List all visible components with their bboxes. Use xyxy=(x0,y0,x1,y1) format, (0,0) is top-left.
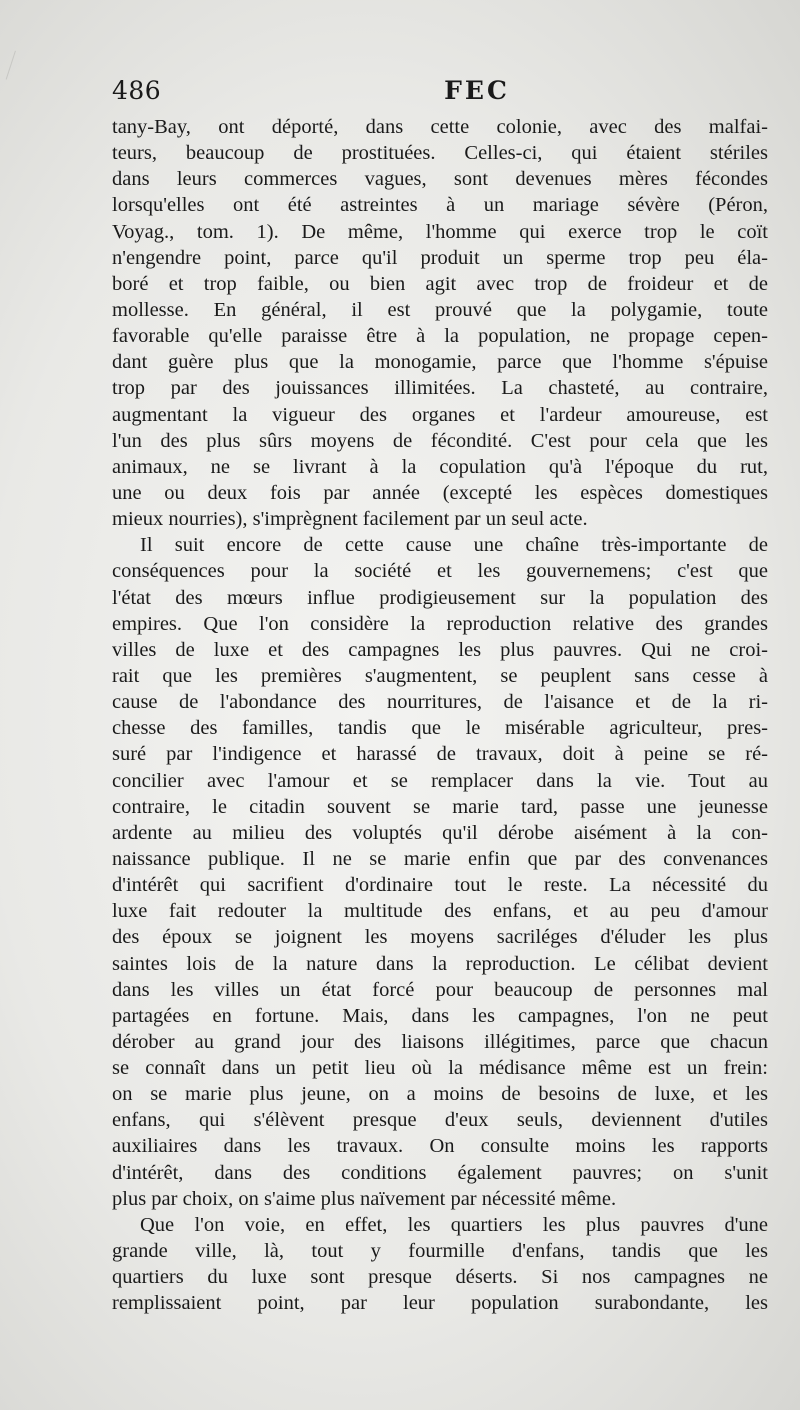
text-line: l'état des mœurs influe prodigieusement sur la population des xyxy=(112,586,768,609)
text-line: dant guère plus que la monogamie, parce que l'homme s'épuise xyxy=(112,351,768,374)
text-line: quartiers du luxe sont presque déserts. Si nos campagnes ne xyxy=(112,1266,768,1289)
text-line: remplissaient point, par leur population surabondante, les xyxy=(112,1292,768,1315)
text-line: concilier avec l'amour et se remplacer dans la vie. Tout au xyxy=(112,769,768,792)
text-line: rait que les premières s'augmentent, se peuplent sans cesse à xyxy=(112,664,768,687)
text-line: saintes lois de la nature dans la reproduction. Le célibat devient xyxy=(112,952,768,975)
text-line: se connaît dans un petit lieu où la médisance même est un frein: xyxy=(112,1057,768,1080)
text-line: d'intérêt qui sacrifient d'ordinaire tout le reste. La nécessité du xyxy=(112,874,768,897)
text-line: dans les villes un état forcé pour beaucoup de personnes mal xyxy=(112,978,768,1001)
text-line: n'engendre point, parce qu'il produit un sperme trop peu éla- xyxy=(112,246,768,269)
page-number: 486 xyxy=(112,76,162,105)
text-line: des époux se joignent les moyens sacriléges d'éluder les plus xyxy=(112,926,768,949)
text-line: Voyag., tom. 1). De même, l'homme qui exerce trop le coït xyxy=(112,220,768,243)
text-line: empires. Que l'on considère la reproduction relative des grandes xyxy=(112,612,768,635)
text-line: teurs, beaucoup de prostituées. Celles-ci, qui étaient stériles xyxy=(112,142,768,165)
text-line: contraire, le citadin souvent se marie tard, passe une jeunesse xyxy=(112,795,768,818)
text-line: tany-Bay, ont déporté, dans cette colonie, avec des malfai- xyxy=(112,116,768,138)
text-line: Il suit encore de cette cause une chaîne très-importante de xyxy=(140,534,768,557)
text-line: naissance publique. Il ne se marie enfin que par des convenances xyxy=(112,847,768,870)
text-line: augmentant la vigueur des organes et l'ardeur amoureuse, est xyxy=(112,403,768,426)
text-line: auxiliaires dans les travaux. On consulte moins les rapports xyxy=(112,1135,768,1158)
running-head: FEC xyxy=(444,76,510,105)
page-header xyxy=(112,76,762,116)
text-line: Que l'on voie, en effet, les quartiers les plus pauvres d'une xyxy=(140,1213,768,1236)
text-line: villes de luxe et des campagnes les plus pauvres. Qui ne croi- xyxy=(112,638,768,661)
text-line: grande ville, là, tout y fourmille d'enfans, tandis que les xyxy=(112,1240,768,1263)
text-line: luxe fait redouter la multitude des enfans, et au peu d'amour xyxy=(112,900,768,923)
text-line: suré par l'indigence et harassé de travaux, doit à peine se ré- xyxy=(112,743,768,766)
text-line: favorable qu'elle paraisse être à la population, ne propage cepen- xyxy=(112,325,768,348)
text-line: boré et trop faible, ou bien agit avec trop de froideur et de xyxy=(112,272,768,295)
text-line: trop par des jouissances illimitées. La chasteté, au contraire, xyxy=(112,377,768,400)
text-line: plus par choix, on s'aime plus naïvement par nécessité même. xyxy=(112,1187,617,1210)
text-line: d'intérêt, dans des conditions également pauvres; on s'unit xyxy=(112,1161,768,1184)
text-line: l'un des plus sûrs moyens de fécondité. C'est pour cela que les xyxy=(112,429,768,452)
text-line: enfans, qui s'élèvent presque d'eux seuls, deviennent d'utiles xyxy=(112,1109,768,1132)
text-line: chesse des familles, tandis que le misérable agriculteur, pres- xyxy=(112,717,768,740)
text-line: partagées en fortune. Mais, dans les campagnes, l'on ne peut xyxy=(112,1004,768,1027)
body-text xyxy=(112,114,768,1316)
text-line: ardente au milieu des voluptés qu'il dérobe aisément à la con- xyxy=(112,821,768,844)
text-line: dérober au grand jour des liaisons illégitimes, parce que chacun xyxy=(112,1030,768,1053)
text-line: animaux, ne se livrant à la copulation qu'à l'époque du rut, xyxy=(112,455,768,478)
text-line: une ou deux fois par année (excepté les espèces domestiques xyxy=(112,481,768,504)
text-line: conséquences pour la société et les gouvernemens; c'est que xyxy=(112,560,768,583)
text-line: lorsqu'elles ont été astreintes à un mariage sévère (Péron, xyxy=(112,194,768,217)
text-line: dans leurs commerces vagues, sont devenues mères fécondes xyxy=(112,168,768,191)
text-line: cause de l'abondance des nourritures, de l'aisance et de la ri- xyxy=(112,691,768,714)
text-line: mieux nourries), s'imprègnent facilement par un seul acte. xyxy=(112,508,588,531)
page-edge-mark xyxy=(6,51,28,84)
text-line: on se marie plus jeune, on a moins de besoins de luxe, et les xyxy=(112,1083,768,1106)
text-line: mollesse. En général, il est prouvé que la polygamie, toute xyxy=(112,298,768,321)
